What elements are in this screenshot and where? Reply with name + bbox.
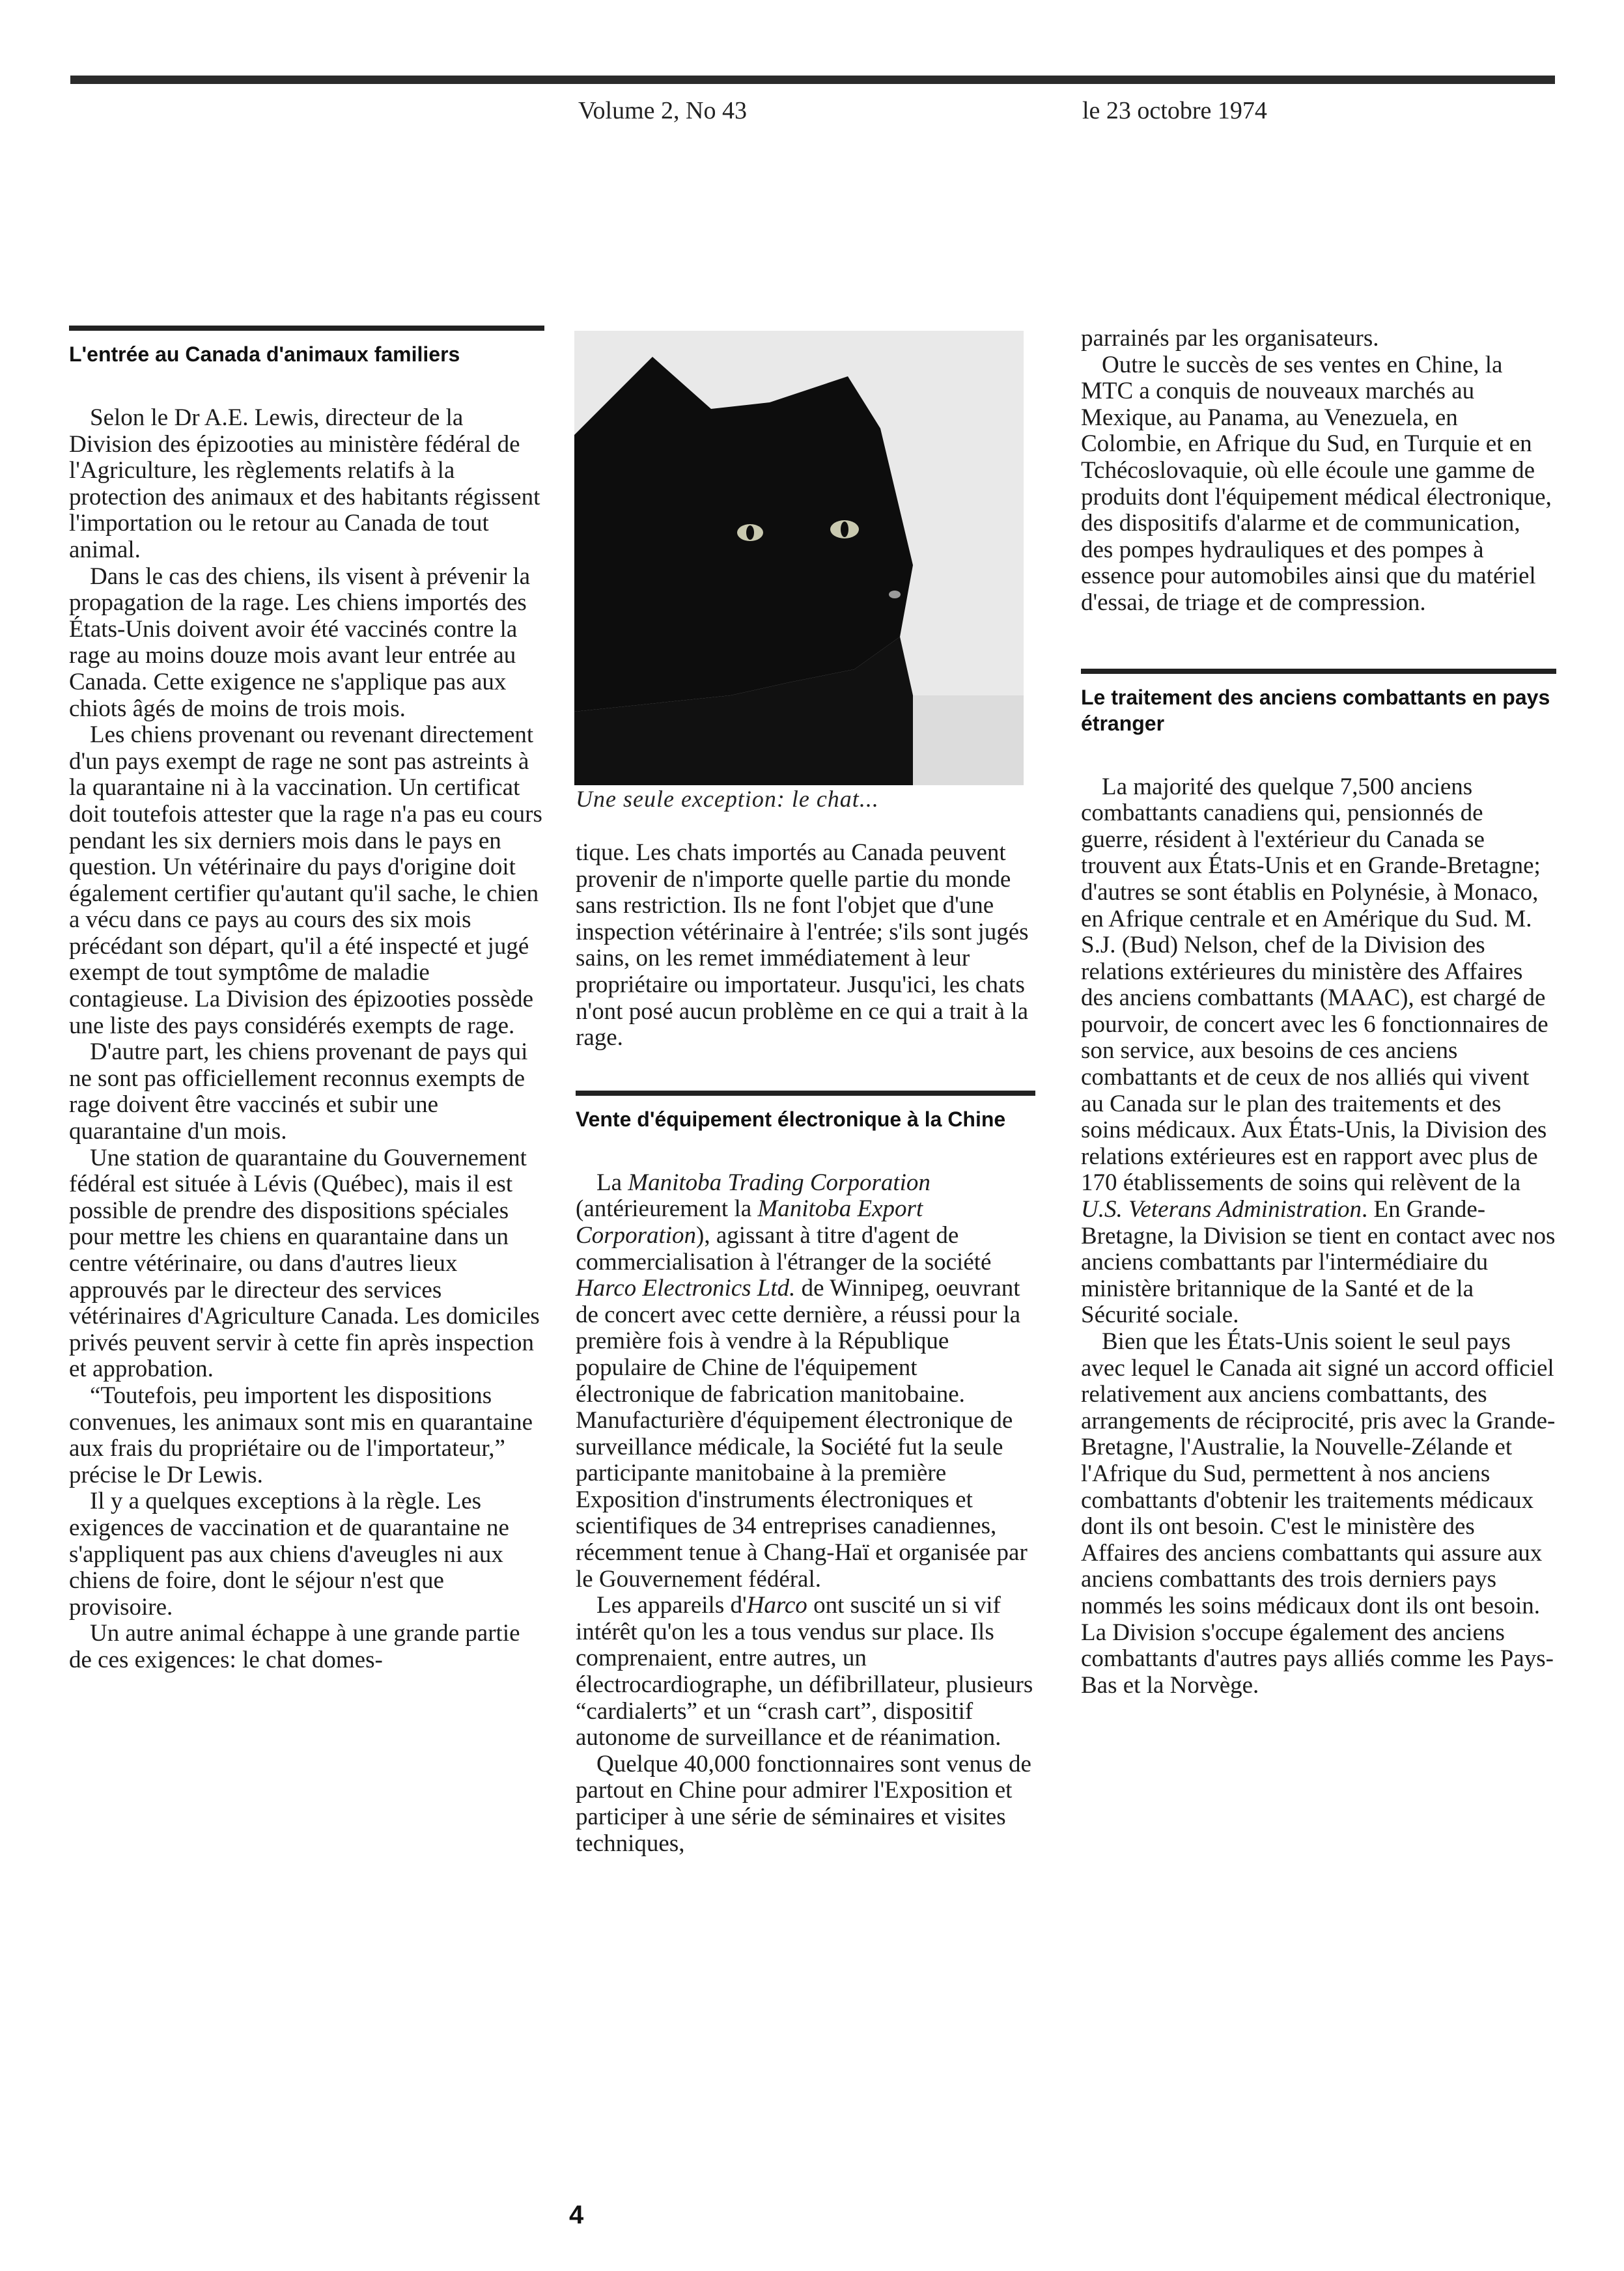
paragraph: Les chiens provenant ou revenant directement d'un pays exempt de rage ne sont pas astreints à la quarantaine ni à la vaccination. Un certificat doit toutefois attester que la rage n'a pas eu cours pendant les six derniers mois dans le pays en question. Un vétérinaire du pays d'origine doit également certifier qu'autant qu'il sache, le chien a vécu dans ce pays au cours des six mois précédant son départ, qu'il a été inspecté et jugé exempt de tout symptôme de maladie contagieuse. La Division des épizooties possède une liste des pays considérés exempts de rage. [69, 721, 542, 1039]
paragraph: Une station de quarantaine du Gouvernement fédéral est située à Lévis (Québec), mais il est possible de prendre des dispositions spéciales pour mettre les chiens en quarantaine dans un centre vétérinaire, ou dans d'autres lieux approuvés par le directeur des services vétérinaires d'Agriculture Canada. Les domiciles privés peuvent servir à cette fin après inspection et approbation. [69, 1144, 540, 1383]
paragraph: Outre le succès de ses ventes en Chine, la MTC a conquis de nouveaux marchés au Mexique, au Panama, au Venezuela, en Colombie, en Afrique du Sud, en Turquie et en Tchécoslovaquie, où elle écoule une gamme de produits dont l'équipement médical électronique, des dispositifs d'alarme et de communication, des pompes hydrauliques et des pompes à essence pour automobiles ainsi que du matériel d'essai, de triage et de compression. [1081, 351, 1552, 616]
page-number: 4 [569, 2201, 584, 2229]
paragraph: Dans le cas des chiens, ils visent à prévenir la propagation de la rage. Les chiens importés des États-Unis doivent avoir été vaccinés contre la rage au moins douze mois avant leur entrée au Canada. Cette exigence ne s'applique pas aux chiots âgés de moins de trois mois. [69, 563, 531, 722]
paragraph: Bien que les États-Unis soient le seul pays avec lequel le Canada ait signé un accord officiel relativement aux anciens combattants, des arrangements de réciprocité, pris avec la Grande-Bretagne, l'Australie, la Nouvelle-Zélande et l'Afrique du Sud, permettent à nos anciens combattants d'obtenir les traitements médicaux dont ils ont besoin. C'est le ministère des Affaires des anciens combattants qui assure aux anciens combattants des trois derniers pays nommés les soins médicaux dont ils ont besoin. La Division s'occupe également des anciens combattants d'autres pays alliés comme les Pays-Bas et la Norvège. [1081, 1328, 1556, 1699]
paragraph: tique. Les chats importés au Canada peuvent provenir de n'importe quelle partie du monde sans restriction. Ils ne font l'objet que d'une inspection vétérinaire à l'entrée; s'ils sont jugés sains, on les remet immédiatement à leur propriétaire ou importateur. Jusqu'ici, les chats n'ont posé aucun problème en ce qui a trait à la rage. [576, 839, 1029, 1052]
paragraph: “Toutefois, peu importent les dispositions convenues, les animaux sont mis en quarantaine aux frais du propriétaire ou de l'importateur,” précise le Dr Lewis. [69, 1382, 533, 1488]
column-2 [576, 840, 1035, 1857]
article-heading-pets: L'entrée au Canada d'animaux familiers [69, 342, 460, 366]
paragraph: Un autre animal échappe à une grande partie de ces exigences: le chat domes- [69, 1620, 520, 1673]
article-heading-veterans: Le traitement des anciens combattants en pays étranger [1081, 685, 1550, 735]
cat-photo [574, 331, 1024, 785]
section-rule [69, 326, 544, 331]
section-rule [576, 1091, 1035, 1096]
paragraph: Selon le Dr A.E. Lewis, directeur de la Division des épizooties au ministère fédéral de l'Agriculture, les règlements relatifs à la protection des animaux et des habitants régissent l'importation ou le retour au Canada de tout animal. [69, 404, 540, 563]
paragraph: Il y a quelques exceptions à la règle. Les exigences de vaccination et de quarantaine ne s'appliquent pas aux chiens d'aveugles ni aux chiens de foire, dont le séjour n'est que provisoire. [69, 1488, 509, 1621]
section-rule [1081, 669, 1556, 674]
article-heading-china: Vente d'équipement électronique à la Chine [576, 1107, 1006, 1131]
column-3 [1081, 326, 1556, 1699]
paragraph: Quelque 40,000 fonctionnaires sont venus de partout en Chine pour admirer l'Exposition et participer à une série de séminaires et visites techniques, [576, 1750, 1031, 1857]
cat-image [574, 331, 1024, 785]
paragraph: La Manitoba Trading Corporation (antérieurement la Manitoba Export Corporation), agissant à titre d'agent de commercialisation à l'étranger de la société Harco Electronics Ltd. de Winnipeg, oeuvrant de concert avec cette dernière, a réussi pour la première fois à vendre à la République populaire de Chine de l'équipement électronique de fabrication manitobaine. Manufacturière d'équipement électronique de surveillance médicale, la Société fut la seule participante manitobaine à la première Exposition d'instruments électroniques et scientifiques de 34 entreprises canadiennes, récemment tenue à Chang-Haï et organisée par le Gouvernement fédéral. [576, 1169, 1028, 1593]
paragraph: D'autre part, les chiens provenant de pays qui ne sont pas officiellement reconnus exempts de rage doivent être vaccinés et subir une quarantaine d'un mois. [69, 1038, 528, 1145]
header-rule [70, 76, 1555, 84]
photo-caption: Une seule exception: le chat... [576, 786, 879, 812]
issue-date: le 23 octobre 1974 [1082, 97, 1267, 124]
volume-number: Volume 2, No 43 [578, 97, 747, 124]
paragraph: La majorité des quelque 7,500 anciens combattants canadiens qui, pensionnés de guerre, résident à l'extérieur du Canada se trouvent aux États-Unis et en Grande-Bretagne; d'autres se sont établis en Polynésie, à Monaco, en Afrique centrale et en Amérique du Sud. M. S.J. (Bud) Nelson, chef de la Division des relations extérieures du ministère des Affaires des anciens combattants (MAAC), est chargé de pourvoir, de concert avec les 6 fonctionnaires de son service, aux besoins de ces anciens combattants et de ceux de nos alliés qui vivent au Canada sur le plan des traitements et des soins médicaux. Aux États-Unis, la Division des relations extérieures est en rapport avec plus de 170 établissements de soins qui relèvent de la U.S. Veterans Administration. En Grande-Bretagne, la Division se tient en contact avec nos anciens combattants par l'intermédiaire du ministère britannique de la Santé et de la Sécurité sociale. [1081, 773, 1556, 1329]
paragraph: parrainés par les organisateurs. [1081, 325, 1379, 352]
column-1 [69, 326, 544, 1674]
paragraph: Les appareils d'Harco ont suscité un si vif intérêt qu'on les a tous vendus sur place. Ils comprenaient, entre autres, un électrocardiographe, un défibrillateur, plusieurs “cardialerts” et un “crash cart”, dispositif autonome de surveillance et de réanimation. [576, 1592, 1033, 1751]
